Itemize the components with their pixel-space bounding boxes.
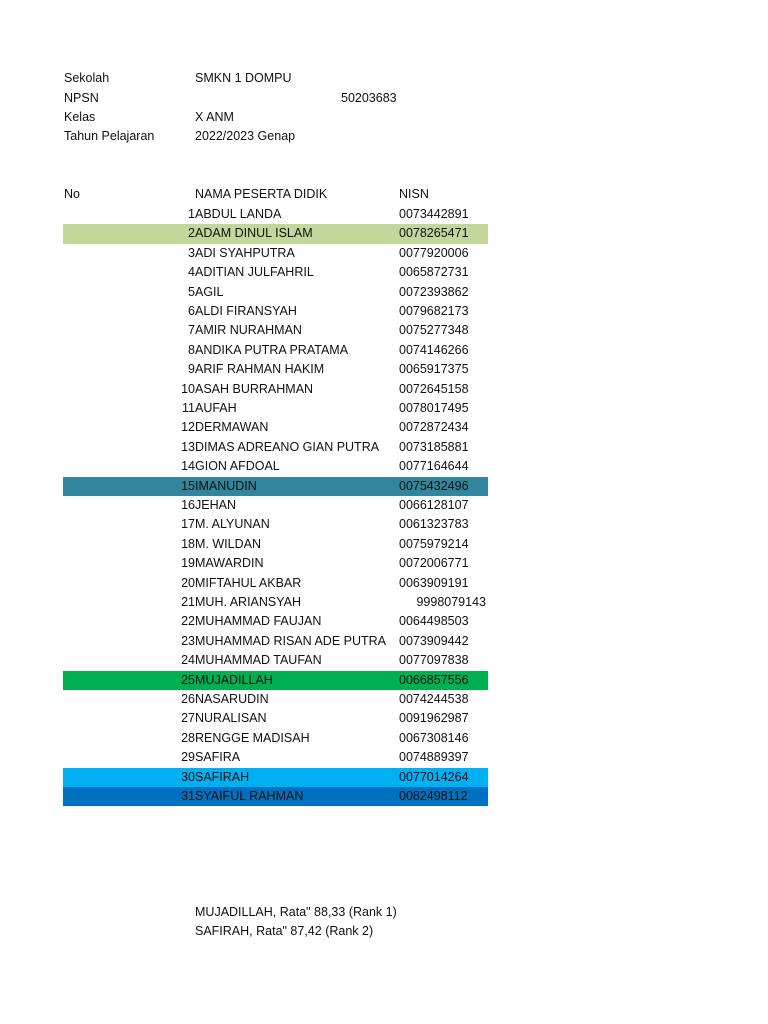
table-row (63, 341, 488, 360)
row-nama: ADAM DINUL ISLAM (195, 226, 313, 241)
row-nama: SAFIRAH (195, 769, 250, 784)
header-npsn-value: 50203683 (341, 91, 397, 105)
row-nisn: 0065917375 (399, 362, 469, 377)
table-row (63, 709, 488, 728)
row-nisn: 0077097838 (399, 653, 469, 668)
header-tahun-label: Tahun Pelajaran (64, 129, 155, 143)
table-row (63, 224, 488, 243)
row-nama: M. WILDAN (195, 536, 261, 551)
row-nama: MIFTAHUL AKBAR (195, 575, 302, 590)
row-nisn: 0077920006 (399, 245, 469, 260)
row-nisn: 0079682173 (399, 304, 469, 318)
header-kelas-label: Kelas (64, 110, 96, 124)
row-nisn: 0067308146 (399, 730, 469, 745)
row-nisn: 0077164644 (399, 459, 469, 474)
row-no: 2 (188, 226, 195, 241)
row-no: 3 (188, 245, 195, 260)
row-no: 16 (181, 498, 195, 512)
row-nama: IMANUDIN (195, 478, 257, 493)
row-no: 31 (181, 789, 195, 803)
row-nisn: 0078265471 (399, 226, 469, 241)
row-nisn: 0072006771 (399, 556, 469, 571)
table-row (63, 574, 488, 593)
table-row (63, 612, 488, 631)
table-row (63, 418, 488, 437)
row-nisn: 0075432496 (399, 478, 469, 493)
column-header-no: No (64, 187, 80, 201)
row-nama: GION AFDOAL (195, 459, 280, 474)
row-no: 4 (188, 265, 195, 280)
header-kelas-value: X ANM (195, 110, 234, 124)
row-nama: ANDIKA PUTRA PRATAMA (195, 342, 349, 357)
table-row (63, 748, 488, 767)
row-nisn: 0075277348 (399, 323, 469, 338)
row-nisn: 0073185881 (399, 439, 469, 454)
row-no: 12 (181, 420, 195, 435)
row-nama: ALDI FIRANSYAH (195, 304, 297, 318)
row-no: 1 (188, 207, 195, 221)
row-nisn: 0061323783 (399, 517, 469, 532)
table-row (63, 380, 488, 399)
row-nisn: 0072393862 (399, 284, 469, 299)
row-nisn: 0074146266 (399, 342, 469, 357)
row-nama: NASARUDIN (195, 692, 269, 706)
row-nama: ADITIAN JULFAHRIL (195, 265, 314, 280)
table-row (63, 283, 488, 302)
row-no: 18 (181, 536, 195, 551)
row-nama: DERMAWAN (195, 420, 269, 435)
table-row (63, 302, 488, 321)
row-nisn: 0066128107 (399, 498, 469, 512)
row-nisn: 0073909442 (399, 633, 469, 648)
row-nama: SYAIFUL RAHMAN (195, 789, 304, 803)
row-no: 11 (182, 401, 195, 415)
table-row (63, 477, 488, 496)
row-nisn: 0074889397 (399, 750, 469, 765)
table-row (63, 457, 488, 476)
note-rank-1: MUJADILLAH, Rata" 88,33 (Rank 1) (195, 905, 397, 919)
row-nama: MUH. ARIANSYAH (195, 595, 302, 609)
column-header-nama: NAMA PESERTA DIDIK (195, 187, 328, 201)
table-row (63, 360, 488, 379)
table-row (63, 535, 488, 554)
row-nisn: 0091962987 (399, 711, 469, 726)
row-nisn: 0063909191 (399, 575, 469, 590)
row-nisn: 0065872731 (399, 265, 469, 280)
table-row (63, 554, 488, 573)
row-nama: AMIR NURAHMAN (195, 323, 302, 338)
header-sekolah-value: SMKN 1 DOMPU (195, 71, 292, 85)
table-row (63, 496, 488, 515)
header-sekolah-label: Sekolah (64, 71, 110, 85)
row-no: 17 (181, 517, 195, 532)
row-nama: ADI SYAHPUTRA (195, 245, 295, 260)
row-no: 23 (181, 633, 195, 648)
table-row (63, 690, 488, 709)
row-nama: JEHAN (195, 498, 236, 512)
row-no: 21 (181, 595, 195, 609)
row-nisn: 0078017495 (399, 401, 469, 415)
row-nama: AGIL (195, 284, 224, 299)
row-nisn: 0074244538 (399, 692, 469, 706)
row-nisn: 0072872434 (399, 420, 469, 435)
table-row (63, 593, 488, 612)
row-nisn: 0064498503 (399, 614, 469, 629)
row-no: 14 (181, 459, 195, 474)
note-rank-2: SAFIRAH, Rata" 87,42 (Rank 2) (195, 924, 374, 938)
table-row (63, 263, 488, 282)
row-nama: ASAH BURRAHMAN (195, 381, 314, 396)
row-no: 26 (181, 692, 195, 706)
row-no: 8 (188, 342, 195, 357)
header-npsn-label: NPSN (64, 91, 99, 105)
row-no: 28 (181, 730, 195, 745)
row-nama: AUFAH (195, 401, 237, 415)
row-no: 24 (181, 653, 195, 668)
row-no: 10 (181, 381, 195, 396)
row-nama: SAFIRA (195, 750, 241, 765)
table-row (63, 399, 488, 418)
row-nama: MUHAMMAD TAUFAN (195, 653, 322, 668)
row-no: 13 (181, 439, 195, 454)
row-no: 6 (188, 304, 195, 318)
row-nisn: 0073442891 (399, 207, 469, 221)
table-row (63, 205, 488, 224)
row-no: 29 (181, 750, 195, 765)
table-row (63, 515, 488, 534)
row-no: 7 (188, 323, 195, 338)
row-nama: ARIF RAHMAN HAKIM (195, 362, 325, 377)
row-nama: ABDUL LANDA (195, 207, 282, 221)
row-no: 22 (181, 614, 195, 629)
row-nisn: 9998079143 (416, 595, 486, 609)
row-nama: NURALISAN (195, 711, 267, 726)
row-nama: MAWARDIN (195, 556, 264, 571)
row-nisn: 0082498112 (399, 789, 468, 803)
table-row (63, 438, 488, 457)
table-row (63, 244, 488, 263)
row-no: 30 (181, 769, 195, 784)
row-nisn: 0066857556 (399, 672, 469, 687)
row-nama: MUHAMMAD FAUJAN (195, 614, 322, 629)
table-row (63, 632, 488, 651)
table-row (63, 651, 488, 670)
table-row (63, 768, 488, 787)
row-nama: DIMAS ADREANO GIAN PUTRA (195, 439, 380, 454)
row-no: 15 (181, 478, 195, 493)
row-no: 25 (181, 672, 195, 687)
row-no: 5 (188, 284, 195, 299)
row-nisn: 0075979214 (399, 536, 469, 551)
table-row (63, 787, 488, 806)
column-header-nisn: NISN (399, 187, 429, 201)
row-nisn: 0072645158 (399, 381, 469, 396)
table-row (63, 671, 488, 690)
row-nama: RENGGE MADISAH (195, 730, 310, 745)
row-no: 27 (181, 711, 195, 726)
row-nisn: 0077014264 (399, 769, 469, 784)
row-no: 9 (188, 362, 195, 377)
row-no: 20 (181, 575, 195, 590)
row-no: 19 (181, 556, 195, 571)
table-row (63, 729, 488, 748)
row-nama: M. ALYUNAN (195, 517, 270, 532)
row-nama: MUJADILLAH (195, 672, 273, 687)
header-tahun-value: 2022/2023 Genap (195, 129, 296, 143)
row-nama: MUHAMMAD RISAN ADE PUTRA (195, 633, 386, 648)
table-row (63, 321, 488, 340)
